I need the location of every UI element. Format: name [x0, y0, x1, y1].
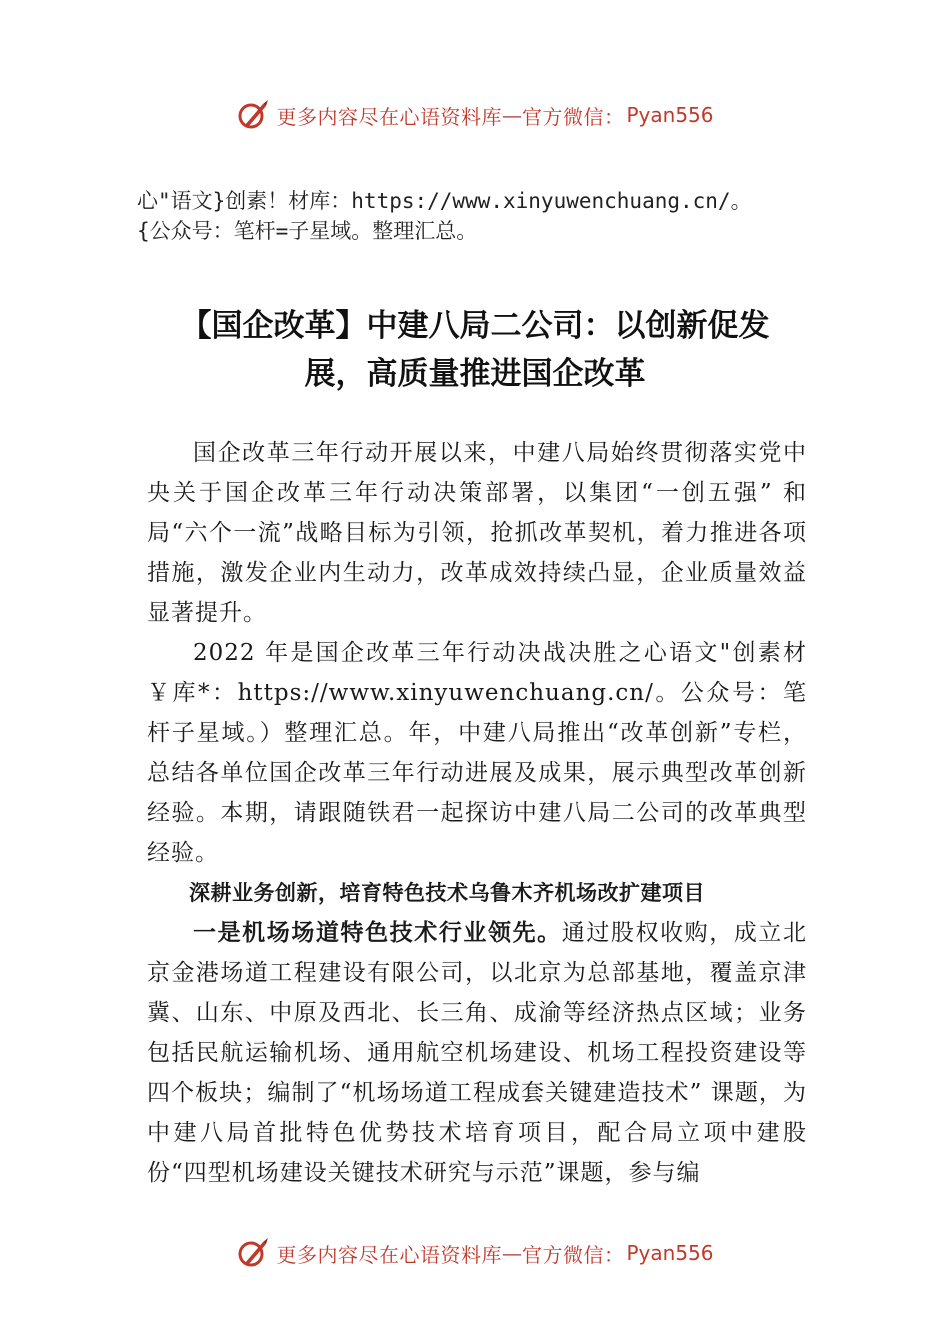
banner-separator: — [501, 103, 522, 127]
paragraph-1: 国企改革三年行动开展以来，中建八局始终贯彻落实党中央关于国企改革三年行动决策部署，以集团“一创五强” 和局“六个一流”战略目标为引领，抢抓改革契机，着力推进各项措施，激发企业内生动力，改革成效持续凸显，企业质量效益显著提升。 [147, 440, 807, 626]
footer-banner [0, 1233, 950, 1273]
paragraph-3-lead: 一是机场场道特色技术行业领先。 [193, 919, 562, 946]
title-line-1: 【国企改革】中建八局二公司：以创新促发 [180, 308, 770, 344]
watermark-text [137, 186, 827, 246]
paragraph-3 [147, 913, 807, 1193]
page-title [130, 302, 820, 398]
title-line-2: 展，高质量推进国企改革 [304, 356, 646, 392]
quill-pen-logo-icon [236, 98, 270, 132]
banner-text: 更多内容尽在心语资料库 [276, 1242, 502, 1267]
banner-label: 官方微信： [521, 1242, 625, 1267]
banner-account: Pyan556 [626, 103, 714, 127]
paragraph-2: 2022 年是国企改革三年行动决战决胜之心语文"创素材￥库*：https://www.xinyuwenchuang.cn/。公众号：笔杆子星域。）整理汇总。年，中建八局推出“改革创新”专栏，总结各单位国企改革三年行动进展及成果，展示典型改革创新经验。本期，请跟随铁君一起探访中建八局二公司的改革典型经验。 [147, 640, 807, 866]
watermark-line-2: {公众号：笔杆=子星域。整理汇总。 [137, 219, 478, 243]
paragraph-3-text: 通过股权收购，成立北京金港场道工程建设有限公司，以北京为总部基地，覆盖京津冀、山东、中原及西北、长三角、成渝等经济热点区域；业务包括民航运输机场、通用航空机场建设、机场工程投资建设等四个板块；编制了“机场场道工程成套关键建造技术” 课题，为中建八局首批特色优势技术培育项目，配合局立项中建股份“四型机场建设关键技术研究与示范”课题，参与编 [147, 920, 808, 1186]
banner-separator: — [501, 1241, 522, 1265]
banner-account: Pyan556 [626, 1241, 714, 1265]
section-subheading: 深耕业务创新，培育特色技术乌鲁木齐机场改扩建项目 [189, 881, 705, 905]
banner-label: 官方微信： [521, 104, 625, 129]
quill-pen-logo-icon [236, 1236, 270, 1270]
header-banner [0, 95, 950, 135]
banner-text: 更多内容尽在心语资料库 [276, 104, 502, 129]
watermark-line-1: 心"语文}创素！材库：https://www.xinyuwenchuang.cn/。 [137, 189, 752, 213]
article-body [147, 433, 807, 1193]
